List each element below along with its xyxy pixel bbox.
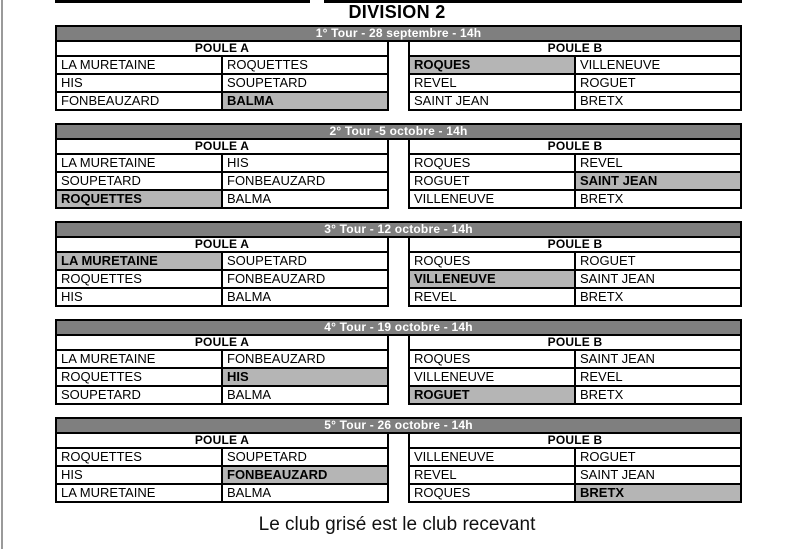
club-cell: HIS xyxy=(222,154,388,172)
match-row xyxy=(409,172,741,190)
tour-header: 3° Tour - 12 octobre - 14h xyxy=(55,221,742,238)
club-cell: ROQUES xyxy=(409,484,575,502)
match-row xyxy=(56,252,388,270)
club-cell: HIS xyxy=(56,74,222,92)
poule-header-row xyxy=(56,335,388,350)
poule-header-row xyxy=(56,237,388,252)
club-cell: SAINT JEAN xyxy=(575,350,741,368)
poule-table xyxy=(55,432,389,503)
poule-table-head xyxy=(56,335,388,350)
club-cell: ROGUET xyxy=(409,172,575,190)
match-row xyxy=(56,484,388,502)
match-row xyxy=(56,74,388,92)
tour-header: 4° Tour - 19 octobre - 14h xyxy=(55,319,742,336)
poule-table xyxy=(55,334,389,405)
poule-table xyxy=(408,138,742,209)
club-cell: SAINT JEAN xyxy=(575,270,741,288)
poule-header: POULE B xyxy=(409,237,741,252)
poule-header: POULE B xyxy=(409,139,741,154)
club-cell: LA MURETAINE xyxy=(56,154,222,172)
club-cell: ROGUET xyxy=(575,252,741,270)
club-cell: FONBEAUZARD xyxy=(222,270,388,288)
poule-table-head xyxy=(409,139,741,154)
match-row xyxy=(56,350,388,368)
poule-table-body xyxy=(56,252,388,306)
match-row xyxy=(56,190,388,208)
poule-table-head xyxy=(409,41,741,56)
match-row xyxy=(409,270,741,288)
match-row xyxy=(409,386,741,404)
poule-header: POULE A xyxy=(56,237,388,252)
club-cell-recevant: BALMA xyxy=(222,92,388,110)
club-cell-recevant: ROQUES xyxy=(409,56,575,74)
poule-table-body xyxy=(409,154,741,208)
club-cell: BALMA xyxy=(222,386,388,404)
club-cell: VILLENEUVE xyxy=(409,448,575,466)
match-row xyxy=(409,252,741,270)
club-cell: LA MURETAINE xyxy=(56,56,222,74)
tour-tables xyxy=(55,40,742,111)
poule-table-head xyxy=(409,335,741,350)
tour-header: 5° Tour - 26 octobre - 14h xyxy=(55,417,742,434)
tour-block xyxy=(55,221,742,307)
club-cell: BRETX xyxy=(575,190,741,208)
poule-table-body xyxy=(56,448,388,502)
match-row xyxy=(56,172,388,190)
poule-table xyxy=(55,236,389,307)
match-row xyxy=(409,92,741,110)
match-row xyxy=(56,154,388,172)
club-cell: ROQUES xyxy=(409,350,575,368)
club-cell: ROQUETTES xyxy=(222,56,388,74)
club-cell: BRETX xyxy=(575,386,741,404)
match-row xyxy=(56,466,388,484)
poule-header: POULE B xyxy=(409,41,741,56)
club-cell: BALMA xyxy=(222,484,388,502)
poule-header-row xyxy=(409,237,741,252)
match-row xyxy=(56,448,388,466)
match-row xyxy=(56,270,388,288)
club-cell: ROQUES xyxy=(409,154,575,172)
club-cell: SOUPETARD xyxy=(222,252,388,270)
club-cell: VILLENEUVE xyxy=(575,56,741,74)
legend-note: Le club grisé est le club recevant xyxy=(258,514,536,535)
club-cell: REVEL xyxy=(575,368,741,386)
club-cell: ROQUETTES xyxy=(56,270,222,288)
poule-header: POULE A xyxy=(56,139,388,154)
poule-table-head xyxy=(409,433,741,448)
club-cell-recevant: ROGUET xyxy=(409,386,575,404)
club-cell: ROQUES xyxy=(409,252,575,270)
poule-table-body xyxy=(56,154,388,208)
tour-header: 1° Tour - 28 septembre - 14h xyxy=(55,25,742,42)
tour-block xyxy=(55,123,742,209)
club-cell: ROQUETTES xyxy=(56,368,222,386)
poule-table-head xyxy=(56,433,388,448)
match-row xyxy=(56,368,388,386)
tour-block xyxy=(55,25,742,111)
club-cell-recevant: VILLENEUVE xyxy=(409,270,575,288)
poule-header: POULE B xyxy=(409,335,741,350)
club-cell: LA MURETAINE xyxy=(56,350,222,368)
match-row xyxy=(56,56,388,74)
club-cell: FONBEAUZARD xyxy=(222,350,388,368)
poule-table xyxy=(55,40,389,111)
match-row xyxy=(409,484,741,502)
club-cell-recevant: ROQUETTES xyxy=(56,190,222,208)
club-cell: SOUPETARD xyxy=(56,386,222,404)
club-cell-recevant: SAINT JEAN xyxy=(575,172,741,190)
poule-header: POULE A xyxy=(56,433,388,448)
match-row xyxy=(409,448,741,466)
tour-header: 2° Tour -5 octobre - 14h xyxy=(55,123,742,140)
tour-tables xyxy=(55,236,742,307)
match-row xyxy=(56,92,388,110)
poule-header-row xyxy=(409,335,741,350)
match-row xyxy=(409,56,741,74)
club-cell: REVEL xyxy=(575,154,741,172)
poule-table-head xyxy=(56,41,388,56)
page-title: DIVISION 2 xyxy=(348,2,446,22)
club-cell: SOUPETARD xyxy=(222,74,388,92)
match-row xyxy=(409,74,741,92)
club-cell: SOUPETARD xyxy=(222,448,388,466)
tour-block xyxy=(55,319,742,405)
tours xyxy=(55,25,742,515)
match-row xyxy=(409,350,741,368)
match-row xyxy=(409,190,741,208)
poule-header-row xyxy=(56,433,388,448)
club-cell-recevant: BRETX xyxy=(575,484,741,502)
match-row xyxy=(409,368,741,386)
match-row xyxy=(409,466,741,484)
club-cell: HIS xyxy=(56,466,222,484)
poule-header: POULE B xyxy=(409,433,741,448)
poule-header-row xyxy=(409,433,741,448)
club-cell: ROQUETTES xyxy=(56,448,222,466)
poule-table xyxy=(408,236,742,307)
club-cell: VILLENEUVE xyxy=(409,190,575,208)
club-cell: REVEL xyxy=(409,466,575,484)
club-cell: SOUPETARD xyxy=(56,172,222,190)
club-cell: VILLENEUVE xyxy=(409,368,575,386)
poule-table-body xyxy=(56,56,388,110)
tour-tables xyxy=(55,432,742,503)
club-cell: BALMA xyxy=(222,288,388,306)
poule-table xyxy=(408,432,742,503)
club-cell: ROGUET xyxy=(575,74,741,92)
tour-tables xyxy=(55,334,742,405)
poule-table-head xyxy=(409,237,741,252)
poule-table-body xyxy=(409,350,741,404)
club-cell-recevant: HIS xyxy=(222,368,388,386)
match-row xyxy=(409,288,741,306)
poule-table-body xyxy=(409,448,741,502)
poule-table xyxy=(408,40,742,111)
tour-tables xyxy=(55,138,742,209)
match-row xyxy=(56,386,388,404)
club-cell: BRETX xyxy=(575,92,741,110)
poule-table xyxy=(408,334,742,405)
club-cell: HIS xyxy=(56,288,222,306)
poule-table-head xyxy=(56,139,388,154)
poule-table-body xyxy=(409,56,741,110)
club-cell: SAINT JEAN xyxy=(575,466,741,484)
club-cell: BRETX xyxy=(575,288,741,306)
poule-table xyxy=(55,138,389,209)
club-cell: REVEL xyxy=(409,288,575,306)
poule-header-row xyxy=(56,139,388,154)
club-cell: FONBEAUZARD xyxy=(56,92,222,110)
club-cell: REVEL xyxy=(409,74,575,92)
poule-header-row xyxy=(409,41,741,56)
page-edge-line xyxy=(1,0,3,549)
poule-header: POULE A xyxy=(56,335,388,350)
poule-table-body xyxy=(56,350,388,404)
match-row xyxy=(56,288,388,306)
poule-header-row xyxy=(409,139,741,154)
poule-table-head xyxy=(56,237,388,252)
tour-block xyxy=(55,417,742,503)
club-cell: BALMA xyxy=(222,190,388,208)
poule-header-row xyxy=(56,41,388,56)
club-cell: SAINT JEAN xyxy=(409,92,575,110)
poule-header: POULE A xyxy=(56,41,388,56)
match-row xyxy=(409,154,741,172)
club-cell-recevant: FONBEAUZARD xyxy=(222,466,388,484)
poule-table-body xyxy=(409,252,741,306)
club-cell: LA MURETAINE xyxy=(56,484,222,502)
club-cell-recevant: LA MURETAINE xyxy=(56,252,222,270)
club-cell: FONBEAUZARD xyxy=(222,172,388,190)
club-cell: ROGUET xyxy=(575,448,741,466)
